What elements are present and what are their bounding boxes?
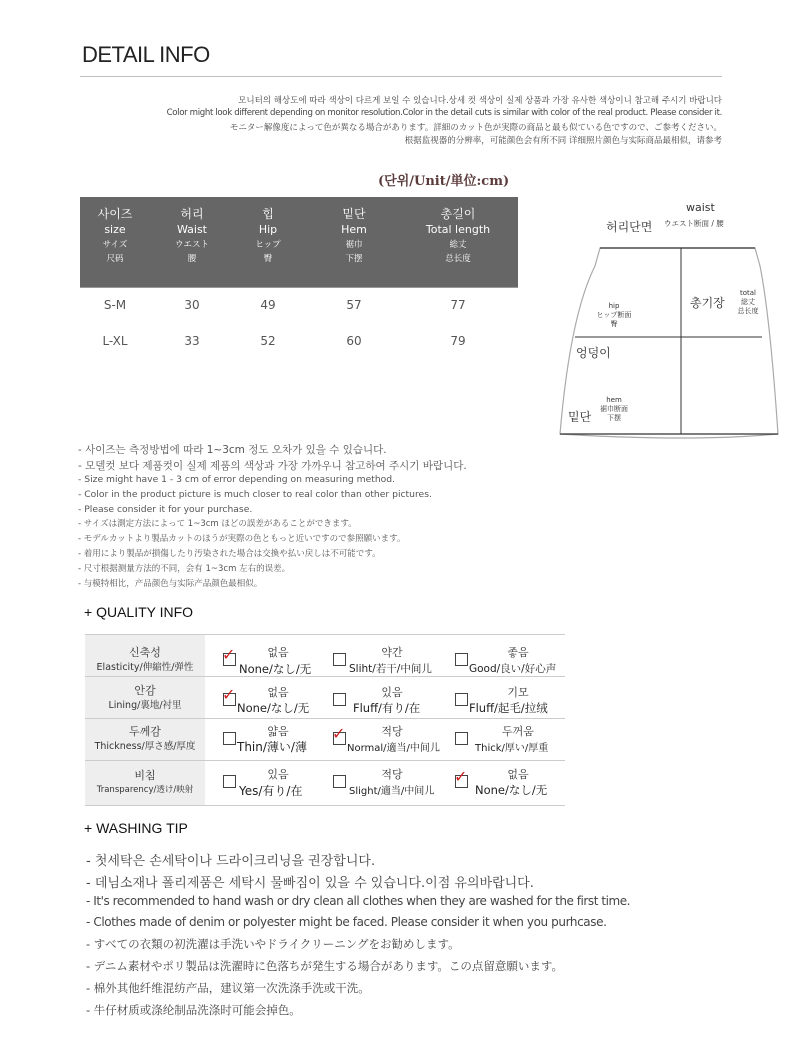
col-hip-jp: ヒップ [255, 240, 281, 250]
option-value: Fluff/有り/在 [353, 701, 421, 715]
size-cell: 30 [184, 298, 200, 312]
size-cell: L-XL [102, 334, 128, 348]
size-cell: 49 [260, 298, 276, 312]
size-cell: 33 [184, 334, 200, 348]
checkbox-icon [454, 767, 468, 788]
unit-label: (단위/Unit/単位:cm) [378, 174, 510, 189]
skirt-measurement-diagram [550, 196, 790, 446]
waist-ko-label: 허리단면 [606, 220, 653, 234]
disclaimer-jp: モニター解像度によって色が異なる場合があります。詳細のカット色が実際の商品と最も似ている色ですので、ご参考ください。 [229, 123, 722, 133]
note-line: - 着用により製品が損傷したり汚染された場合は交換や払い戻しは不可能です。 [78, 549, 381, 559]
col-hem-jp: 裾巾 [345, 240, 363, 250]
waist-jp-label: ウエスト断面 / 腰 [664, 219, 724, 228]
disclaimer-cn: 根据监视器的分辨率，可能颜色会有所不同 详细照片颜色与实际商品最相似，请参考 [404, 136, 722, 146]
col-hip-en: Hip [258, 223, 278, 236]
option-ko: 없음 [267, 646, 289, 659]
col-hip-cn: 臀 [263, 254, 273, 264]
option-ko: 적당 [381, 725, 403, 738]
checkbox-icon [332, 724, 346, 745]
hem-ko-label: 밑단 [568, 410, 592, 424]
size-cell: 79 [450, 334, 466, 348]
checkbox-icon [223, 732, 236, 745]
checkmark-icon: ✓ [332, 724, 346, 743]
option-ko: 기모 [507, 686, 529, 699]
col-size [84, 206, 146, 266]
wash-line: - 棉外其他纤维混纺产品，建议第一次洗涤手洗或干洗。 [86, 981, 370, 995]
option-value: Good/良い/好心声 [469, 663, 557, 675]
quality-row-label [85, 761, 205, 805]
col-total-jp: 総丈 [449, 240, 467, 250]
wash-line: - デニム素材やポリ製品は洗濯時に色落ちが発生する場合があります。この点留意願います。 [86, 959, 564, 973]
option-ko: 얇음 [267, 725, 289, 738]
col-size-jp: サイズ [102, 240, 128, 250]
hip-en: hip [608, 302, 620, 310]
wash-line: - Clothes made of denim or polyester might be faced. Please consider it when you purhcase. [86, 915, 607, 929]
col-hem-ko: 밑단 [342, 207, 366, 221]
note-line: - 与模特相比，产品颜色与实际产品颜色最相似。 [78, 579, 263, 589]
size-cell: 52 [260, 334, 276, 348]
total-label [730, 289, 766, 316]
quality-label-ko: 비침 [134, 769, 156, 782]
size-table-rule [80, 287, 518, 288]
checkbox-icon [222, 685, 236, 706]
title-divider [80, 76, 722, 77]
washing-tip-heading: + WASHING TIP [84, 820, 188, 836]
col-hem [326, 206, 382, 266]
size-cell: 60 [346, 334, 362, 348]
note-line: - 사이즈는 측정방법에 따라 1~3cm 정도 오차가 있을 수 있습니다. [78, 444, 387, 456]
col-waist-en: Waist [176, 223, 207, 236]
quality-row-label [85, 719, 205, 760]
size-cell: 57 [346, 298, 362, 312]
quality-label-ko: 두께감 [129, 725, 161, 738]
option-ko: 좋음 [507, 646, 529, 659]
col-waist-cn: 腰 [187, 254, 197, 264]
total-cn: 总长度 [737, 307, 759, 315]
hip-label [586, 302, 642, 329]
quality-label-ko: 신축성 [129, 646, 161, 659]
col-total-cn: 总长度 [445, 254, 471, 264]
col-size-en: size [104, 223, 126, 236]
option-value: Fluff/起毛/拉绒 [469, 701, 548, 715]
quality-info-heading: + QUALITY INFO [84, 604, 194, 620]
checkbox-icon [333, 775, 346, 788]
wash-line: - 첫세탁은 손세탁이나 드라이크리닝을 권장합니다. [86, 854, 376, 869]
option-ko: 있음 [267, 768, 289, 781]
option-ko: 있음 [381, 686, 403, 699]
col-hem-cn: 下摆 [345, 254, 363, 264]
checkbox-icon [222, 645, 236, 666]
col-hip-ko: 힙 [262, 207, 274, 221]
option-value: Normal/適当/中间儿 [347, 743, 440, 754]
page-title: DETAIL INFO [82, 42, 210, 67]
option-ko: 약간 [381, 646, 403, 659]
quality-row-label [85, 635, 205, 676]
option-value: Thin/薄い/薄 [237, 740, 307, 754]
hip-ko-label: 엉덩이 [576, 346, 611, 360]
disclaimer-ko: 모니터의 해상도에 따라 색상이 다르게 보일 수 있습니다.상세 컷 색상이 실제 상품과 가장 유사한 색상이니 참고해 주시기 바랍니다 [238, 96, 722, 106]
col-total-en: Total length [425, 223, 491, 236]
checkbox-icon [455, 693, 468, 706]
hip-cn: 臀 [610, 320, 618, 328]
col-waist [162, 206, 222, 266]
checkbox-icon [333, 693, 346, 706]
checkbox-icon [333, 653, 346, 666]
size-cell: S-M [103, 298, 127, 312]
option-value: Sliht/若干/中间儿 [349, 663, 432, 675]
waist-en-label: waist [686, 201, 715, 214]
note-line: - モデルカットより製品カットのほうが実際の色ともっと近いですので参照願います。 [78, 534, 406, 544]
size-cell: 77 [450, 298, 466, 312]
checkbox-icon [455, 732, 468, 745]
col-total-length [410, 206, 506, 266]
quality-rule [85, 805, 565, 806]
option-value: None/なし/无 [475, 783, 548, 797]
quality-label-text: Transparency/透け/映射 [96, 785, 194, 795]
col-hem-en: Hem [341, 223, 367, 236]
size-table-header [80, 197, 518, 287]
quality-row-label [85, 677, 205, 718]
wash-line: - 牛仔材质或涤纶制品洗涤时可能会掉色。 [86, 1003, 301, 1017]
note-line: - Size might have 1 - 3 cm of error depending on measuring method. [78, 474, 396, 485]
option-value: None/なし/无 [237, 701, 310, 715]
note-line: - Please consider it for your purchase. [78, 504, 253, 515]
checkmark-icon: ✓ [222, 645, 236, 664]
col-waist-jp: ウエスト [174, 240, 209, 250]
option-ko: 두꺼움 [502, 725, 534, 738]
hem-jp: 裾巾断面 [600, 405, 628, 413]
wash-line: - It's recommended to hand wash or dry clean all clothes when they are washed for the first time. [86, 894, 631, 908]
total-en: total [739, 289, 756, 297]
quality-label-text: Thickness/厚さ感/厚度 [94, 741, 196, 752]
col-size-cn: 尺码 [106, 254, 124, 264]
checkmark-icon: ✓ [454, 767, 468, 786]
checkbox-icon [223, 775, 236, 788]
hem-cn: 下摆 [607, 414, 621, 422]
col-hip [240, 206, 296, 266]
note-line: - 尺寸根据测量方法的不同，会有 1~3cm 左右的误差。 [78, 564, 291, 574]
quality-table [85, 634, 565, 806]
col-waist-ko: 허리 [180, 207, 204, 221]
quality-label-ko: 안감 [134, 684, 156, 697]
note-line: - サイズは測定方法によって 1~3cm ほどの誤差があることができます。 [78, 519, 357, 529]
option-ko: 없음 [267, 686, 289, 699]
option-value: Thick/厚い/厚重 [475, 743, 549, 754]
checkbox-icon [455, 653, 468, 666]
hip-jp: ヒップ断面 [596, 311, 632, 319]
option-ko: 없음 [507, 768, 529, 781]
option-value: Slight/適当/中间儿 [349, 786, 435, 797]
total-jp: 総丈 [741, 298, 755, 306]
quality-label-text: Elasticity/伸縮性/弹性 [96, 662, 194, 673]
quality-label-text: Lining/裏地/衬里 [108, 700, 182, 711]
col-total-ko: 총길이 [440, 207, 476, 221]
checkmark-icon: ✓ [222, 685, 236, 704]
note-line: - Color in the product picture is much closer to real color than other pictures. [78, 489, 432, 500]
hem-sub-label [594, 405, 634, 423]
wash-line: - 데님소재나 폴리제품은 세탁시 물빠짐이 있을 수 있습니다.이점 유의바랍니다. [86, 876, 534, 891]
option-ko: 적당 [381, 768, 403, 781]
note-line: - 모델컷 보다 제품컷이 실제 제품의 색상과 가장 가까우니 참고하여 주시기 바랍니다. [78, 460, 467, 472]
hem-en-label: hem [606, 396, 622, 404]
option-value: None/なし/无 [239, 662, 312, 676]
col-size-ko: 사이즈 [97, 207, 133, 221]
option-value: Yes/有り/在 [239, 784, 303, 798]
disclaimer-en: Color might look different depending on monitor resolution.Color in the detail cuts is similar with color of the real product. Please consider it. [166, 108, 722, 118]
wash-line: - すべての衣類の初洗濯は手洗いやドライクリーニングをお勧めします。 [86, 937, 460, 951]
length-ko-label: 총기장 [690, 296, 725, 310]
